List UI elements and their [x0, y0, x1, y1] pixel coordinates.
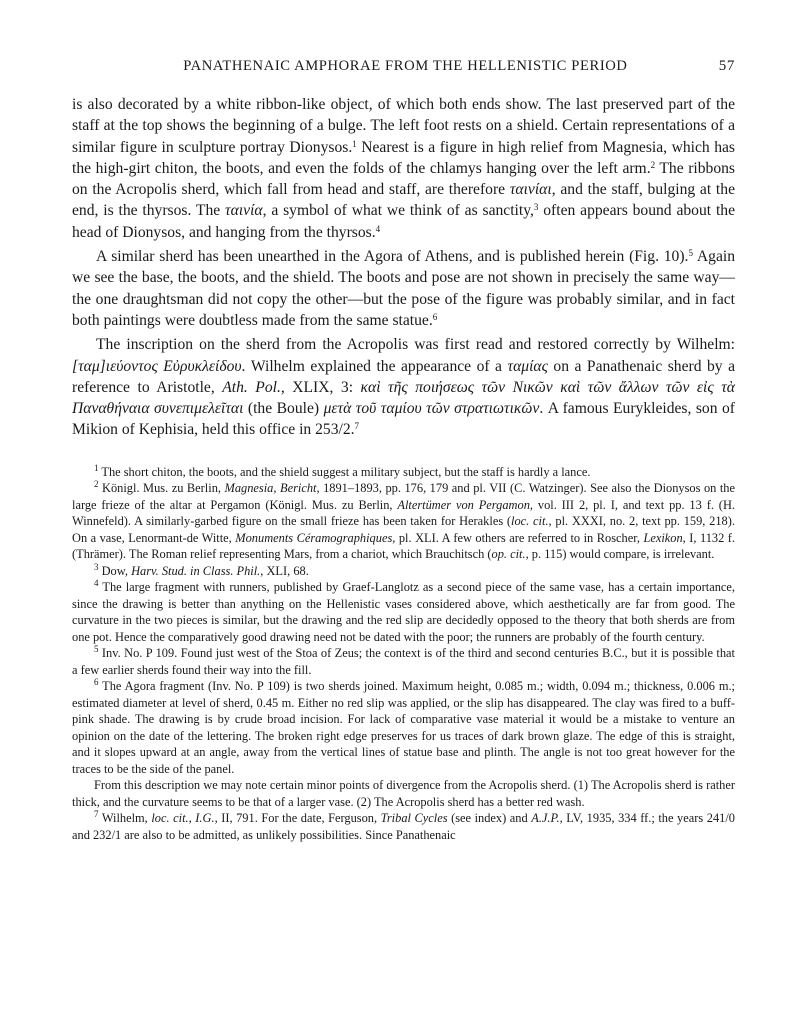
- italic-text: I.G.: [195, 811, 215, 826]
- text-run: The short chiton, the boots, and the shield suggest a military subject, but the staff is hardly a lance.: [98, 464, 591, 479]
- footnote-ref: 3: [533, 202, 539, 213]
- text-run: Wilhelm,: [98, 811, 152, 826]
- italic-text: loc. cit.: [511, 514, 549, 529]
- footnote-ref: 2: [650, 159, 656, 170]
- text-run: The large fragment with runners, published by Graef-Langlotz as a second piece of the same vase, has a certain importance, since the drawing is better than anything on the Hellenistic vases considered above, which aesthetically are far from good. The curvature in the two pieces is similar, but the drawing and the red slip are decidedly opposed to the theory that both sherds are from one pot. Hence the comparatively good drawing need not be dated with the poor; the runners are probably of the fourth century.: [72, 580, 735, 644]
- text-run: , a symbol of what we think of as sanctity,: [262, 202, 534, 220]
- text-run: . Wilhelm explained the appearance of a: [241, 357, 508, 375]
- italic-text: Tribal Cycles: [380, 811, 448, 826]
- text-run: (the Boule): [243, 400, 324, 418]
- footnote-ref: 7: [94, 809, 99, 820]
- italic-text: [ταμ]ιεύοντος Εὐρυκλείδου: [72, 357, 242, 375]
- text-run: ,: [188, 811, 196, 826]
- footnote-ref: 4: [94, 578, 99, 589]
- italic-text: Harv. Stud. in Class. Phil.: [131, 563, 261, 578]
- text-run: , I, 1132 f. (Thrämer). The Roman relief representing Mars, from a chariot, which Brauchitsch (: [72, 530, 735, 562]
- page: [72, 58, 735, 843]
- footnote-7: [72, 810, 735, 843]
- running-header: [72, 58, 735, 80]
- italic-text: μετὰ τοῦ ταμίου τῶν στρατιωτικῶν: [323, 400, 540, 418]
- italic-text: A.J.P.: [531, 811, 560, 826]
- footnote-ref: 6: [432, 311, 438, 322]
- text-run: , and the staff, bulging at the end, is the thyrsos. The: [72, 181, 735, 220]
- text-run: The Agora fragment (Inv. No. P 109) is two sherds joined. Maximum height, 0.085 m.; width, 0.094 m.; thickness, 0.006 m.; estimated diameter at level of sherd, 0.45 m. Either no red slip was applied, or the slip has disappeared. The clay was fired to a buff-pink shade. The drawing is by crude broad incision. For lack of comparative vase material it would be a mistake to venture an opinion on the date of the lettering. The broken right edge preserves for us traces of dark brown glaze. The edge of this is straight, and it slopes upward at an angle, away from the vertical lines of statue base and plinth. The angle is not too great however for the traces to be the side of the panel.: [72, 679, 735, 776]
- footnote-6-continued: [72, 777, 735, 810]
- text-run: , XLI, 68.: [260, 563, 309, 578]
- page-number: 57: [718, 58, 735, 74]
- paragraph: [72, 246, 735, 331]
- italic-text: Lexikon: [643, 530, 683, 545]
- text-run: Nearest is a figure in high relief from Magnesia, which has the high-girt chiton, the boots, and even the folds of the chlamys hanging over the left arm.: [72, 138, 735, 177]
- italic-text: ταμίας: [507, 357, 548, 375]
- italic-text: Altertümer von Pergamon: [397, 497, 530, 512]
- text-run: is also decorated by a white ribbon-like object, of which both ends show. The last preserved part of the staff at the top shows the beginning of a bulge. The left foot rests on a shield. Certain representations of a similar figure in sculpture portray Dionysos.: [72, 96, 735, 156]
- text-run: , pl. XXXI, no. 2, text pp. 159, 218). On a vase, Lenormant-de Witte,: [72, 514, 735, 545]
- text-run: often appears bound about the head of Dionysos, and hanging from the thyrsos.: [72, 202, 735, 241]
- footnote-ref: 3: [94, 561, 99, 572]
- text-run: Dow,: [98, 563, 132, 578]
- text-run: , p. 115) would compare, is irrelevant.: [525, 547, 715, 562]
- text-run: . A famous Eurykleides, son of Mikion of Kephisia, held this office in 253/2.: [72, 400, 735, 439]
- text-run: The inscription on the sherd from the Acropolis was first read and restored correctly by Wilhelm:: [96, 336, 735, 354]
- text-run: From this description we may note certain minor points of divergence from the Acropolis sherd. (1) The Acropolis sherd is rather thick, and the curvature seems to be that of a larger vase. (2) The Acropolis sherd has a better red wash.: [72, 778, 735, 809]
- footnote-6: [72, 678, 735, 777]
- text-run: Inv. No. P 109. Found just west of the Stoa of Zeus; the context is of the third and second centuries B.C., but it is possible that a few earlier sherds found their way into the fill.: [72, 646, 735, 677]
- text-run: Again we see the base, the boots, and the shield. The boots and pose are not shown in precisely the same way—the one draughtsman did not copy the other—but the pose of the figure was probably similar, and in fact both paintings were doubtless made from the same statue.: [72, 248, 735, 329]
- footnotes: [72, 464, 735, 844]
- italic-text: Ath. Pol.: [222, 378, 281, 396]
- footnote-ref: 5: [688, 248, 693, 259]
- running-title: PANATHENAIC AMPHORAE FROM THE HELLENISTIC PERIOD: [183, 58, 628, 74]
- paragraph: [72, 334, 735, 440]
- footnote-2: [72, 480, 735, 563]
- italic-text: Magnesia, Bericht: [224, 481, 317, 496]
- text-run: on a Panathenaic sherd by a reference to Aristotle,: [72, 357, 736, 396]
- footnote-5: [72, 645, 735, 678]
- footnote-ref: 4: [375, 223, 381, 234]
- italic-text: ταινίαι: [509, 181, 552, 199]
- footnote-ref: 5: [94, 644, 99, 655]
- text-run: (see index) and: [447, 811, 532, 826]
- footnote-4: [72, 579, 735, 645]
- footnote-ref: 1: [352, 138, 357, 149]
- text-run: , 1891–1893, pp. 176, 179 and pl. VII (C. Watzinger). See also the Dionysos on the large frieze of the altar at Pergamon (Königl. Mus. zu Berlin,: [72, 481, 736, 512]
- footnote-ref: 2: [94, 479, 99, 490]
- text-run: , LV, 1935, 334 ff.; the years 241/0 and 232/1 are also to be admitted, as unlikely possibilities. Since Panathenaic: [72, 811, 735, 842]
- italic-text: op. cit.: [491, 547, 526, 562]
- footnote-ref: 1: [94, 462, 99, 473]
- paragraph: [72, 94, 735, 243]
- text-run: A similar sherd has been unearthed in the Agora of Athens, and is published herein (Fig. 10).: [96, 248, 689, 266]
- text-run: The ribbons on the Acropolis sherd, which fall from head and staff, are therefore: [72, 159, 735, 199]
- italic-text: καὶ τῆς ποιήσεως τῶν Νικῶν καὶ τῶν ἄλλων τῶν εἰς τὰ Παναθήναια συνεπιμελεῖται: [72, 378, 735, 418]
- footnote-ref: 6: [94, 677, 99, 688]
- italic-text: loc. cit.: [151, 811, 189, 826]
- text-run: , XLIX, 3:: [280, 378, 361, 396]
- text-run: , pl. XLI. A few others are referred to in Roscher,: [392, 530, 644, 545]
- text-run: , II, 791. For the date, Ferguson,: [214, 811, 381, 826]
- text-run: , vol. III 2, pl. I, and text pp. 13 f. (H. Winnefeld). A similarly-garbed figure on the small frieze has been taken for Herakles (: [72, 497, 735, 529]
- footnote-3: [72, 563, 735, 580]
- footnote-ref: 7: [354, 421, 360, 432]
- italic-text: ταινία: [225, 202, 263, 220]
- body-text: [72, 94, 735, 441]
- italic-text: Monuments Céramographiques: [235, 530, 393, 545]
- text-run: Königl. Mus. zu Berlin,: [98, 481, 225, 496]
- footnote-1: [72, 464, 735, 481]
